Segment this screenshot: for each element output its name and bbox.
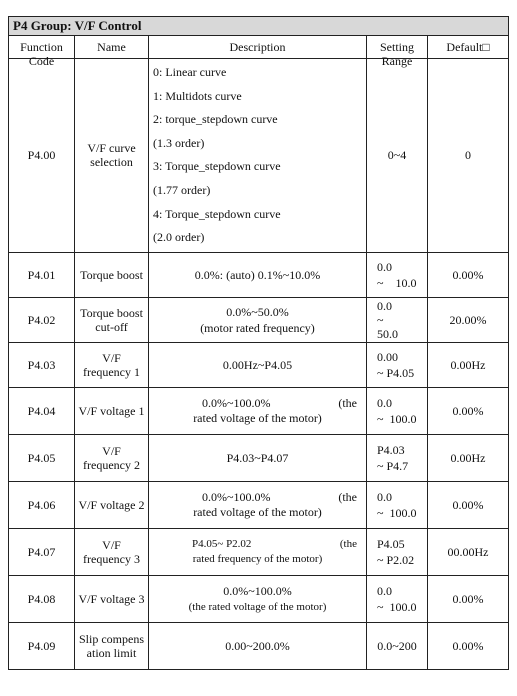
description-line: 0: Linear curve [153,65,227,79]
group-header-row [9,17,509,36]
table-row [9,434,509,481]
function-code: P4.05 [9,434,75,481]
parameter-name: Torque boost cut-off [75,297,149,342]
table-row [9,387,509,434]
function-code: P4.01 [9,252,75,297]
table-row [9,59,509,253]
header-name: Name [75,36,149,59]
description: 0.0%: (auto) 0.1%~10.0% [149,252,367,297]
description: 0.0%~100.0% (the rated voltage of the motor) [149,481,367,528]
description-line: 3: Torque_stepdown curve [153,159,281,174]
table-row [9,575,509,622]
parameter-name: V/F curve selection [75,59,149,253]
function-code: P4.09 [9,622,75,669]
parameter-name: V/F frequency 3 [75,528,149,575]
description: P4.03~P4.07 [149,434,367,481]
header-description: Description [149,36,367,59]
group-title: P4 Group: V/F Control [9,17,509,36]
parameter-name: V/F voltage 1 [75,387,149,434]
parameter-name: V/F voltage 2 [75,481,149,528]
default-value: 0.00% [428,387,509,434]
setting-range: P4.03 ~ P4.7 [367,434,428,481]
description: 0.00Hz~P4.05 [149,342,367,387]
description-line: 4: Torque_stepdown curve [153,206,281,221]
description: P4.05~ P2.02 (the rated frequency of the motor) [149,528,367,575]
default-value: 0.00% [428,481,509,528]
setting-range: 0.0 ~ 100.0 [367,575,428,622]
parameter-table [8,16,509,670]
header-setting-range: Setting Range [367,36,428,59]
table-row [9,528,509,575]
function-code: P4.04 [9,387,75,434]
header-function-code: Function Code [9,36,75,59]
column-header-row [9,36,509,59]
parameter-name: V/F frequency 1 [75,342,149,387]
default-value: 0.00Hz [428,342,509,387]
setting-range: 0.00 ~ P4.05 [367,342,428,387]
setting-range: 0.0 ~ 100.0 [367,387,428,434]
description-line: 2: torque_stepdown curve [153,112,278,127]
header-default: Default□ [428,36,509,59]
function-code: P4.06 [9,481,75,528]
description: 0.00~200.0% [149,622,367,669]
parameter-name: Torque boost [75,252,149,297]
function-code: P4.03 [9,342,75,387]
parameter-name: V/F frequency 2 [75,434,149,481]
table-row [9,481,509,528]
function-code: P4.07 [9,528,75,575]
setting-range: 0.0 ~ 10.0 [367,252,428,297]
function-code: P4.00 [9,59,75,253]
description-line: 1: Multidots curve [153,88,242,103]
setting-range: 0.0~200 [367,622,428,669]
description-line: (2.0 order) [153,230,205,245]
default-value: 0.00% [428,252,509,297]
description-line: (1.77 order) [153,182,211,197]
default-value: 0 [428,59,509,253]
setting-range: 0~4 [367,59,428,253]
setting-range: 0.0 ~ 100.0 [367,481,428,528]
description [149,59,367,253]
description: 0.0%~100.0% (the rated voltage of the motor) [149,575,367,622]
description-line: (1.3 order) [153,135,205,150]
default-value: 00.00Hz [428,528,509,575]
description: 0.0%~50.0% (motor rated frequency) [149,297,367,342]
default-value: 0.00% [428,575,509,622]
setting-range: P4.05 ~ P2.02 [367,528,428,575]
table-row [9,622,509,669]
parameter-name: V/F voltage 3 [75,575,149,622]
table-row [9,342,509,387]
setting-range: 0.0 ~ 50.0 [367,297,428,342]
default-value: 20.00% [428,297,509,342]
function-code: P4.02 [9,297,75,342]
table-row [9,252,509,297]
description: 0.0%~100.0% (the rated voltage of the motor) [149,387,367,434]
table-row [9,297,509,342]
parameter-name: Slip compensation limit [75,622,149,669]
function-code: P4.08 [9,575,75,622]
default-value: 0.00% [428,622,509,669]
default-value: 0.00Hz [428,434,509,481]
